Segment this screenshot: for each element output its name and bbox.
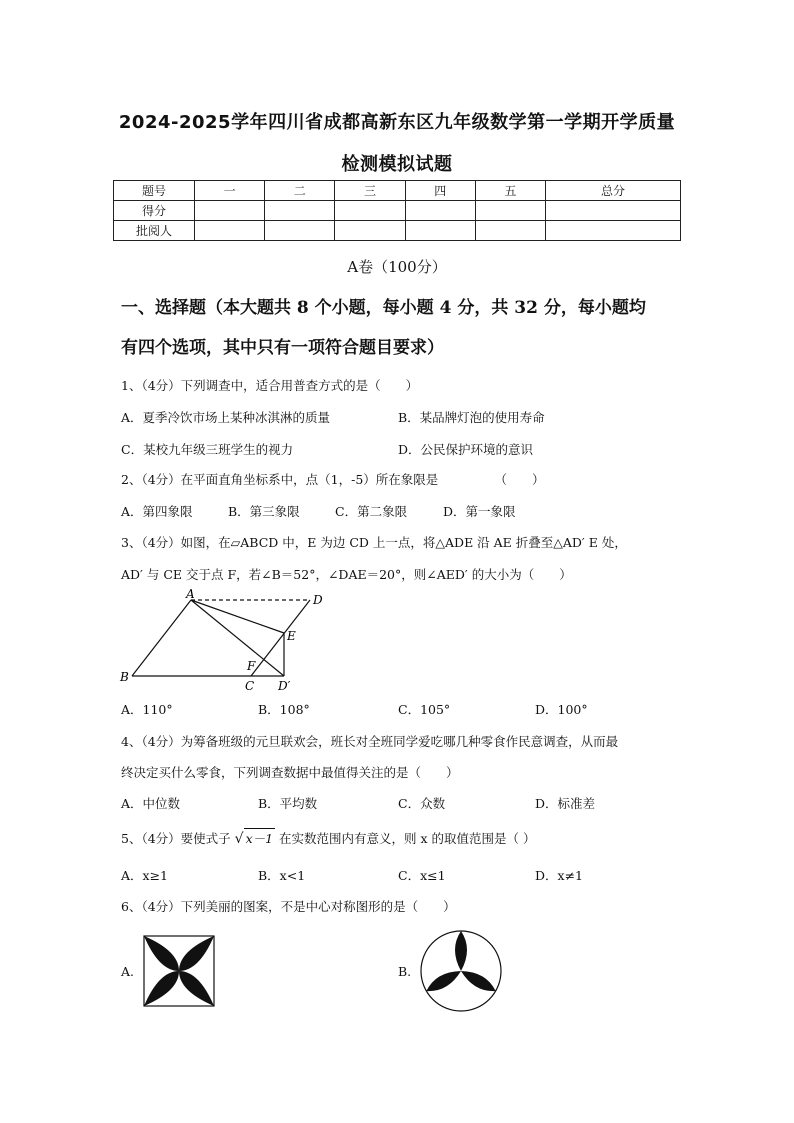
- score-cell[interactable]: [265, 201, 335, 221]
- document-title-line2: 检测模拟试题: [341, 154, 453, 175]
- question-5-stem-before: 5、（4分）要使式子: [121, 831, 235, 846]
- score-cell[interactable]: [335, 201, 405, 221]
- question-3-option-b[interactable]: B．108°: [258, 702, 310, 717]
- segment-cd: [251, 600, 310, 676]
- question-3-option-c[interactable]: C．105°: [398, 702, 451, 717]
- score-header-cell: 总分: [546, 181, 681, 201]
- question-1-option-b[interactable]: B．某品牌灯泡的使用寿命: [398, 410, 545, 425]
- score-cell[interactable]: [405, 221, 475, 241]
- score-table: [113, 180, 681, 241]
- question-3-figure: [115, 586, 335, 696]
- document-title-line1: 2024-2025学年四川省成都高新东区九年级数学第一学期开学质量: [118, 112, 676, 133]
- segment-ae: [191, 600, 284, 633]
- question-3-stem-line2: AD′ 与 CE 交于点 F，若∠B＝52°，∠DAE＝20°，则∠AED′ 的大小为（ ）: [121, 567, 572, 582]
- question-6-figure-a-four-petal-icon: [143, 935, 215, 1007]
- question-3-option-a[interactable]: A．110°: [121, 702, 173, 717]
- question-3-option-d[interactable]: D．100°: [535, 702, 588, 717]
- score-header-cell: 二: [265, 181, 335, 201]
- score-cell[interactable]: [546, 201, 681, 221]
- sqrt-sign: √: [234, 831, 244, 847]
- score-header-cell: 三: [335, 181, 405, 201]
- question-5-stem: [121, 828, 536, 847]
- segment-ab: [132, 600, 191, 676]
- question-4-option-a[interactable]: A．中位数: [121, 796, 181, 811]
- score-cell[interactable]: [265, 221, 335, 241]
- question-6-figure-b-three-petal-icon: [419, 929, 503, 1013]
- score-header-cell: 五: [475, 181, 545, 201]
- question-5-stem-after: 在实数范围内有意义，则 x 的取值范围是（ ）: [275, 831, 536, 846]
- label-e: E: [287, 629, 296, 643]
- section1-heading-line2: 有四个选项，其中只有一项符合题目要求）: [121, 338, 444, 358]
- score-header-cell: 四: [405, 181, 475, 201]
- score-cell[interactable]: [335, 221, 405, 241]
- question-2-option-b[interactable]: B．第三象限: [228, 504, 300, 519]
- question-6-option-b[interactable]: B.: [398, 964, 412, 979]
- question-2-option-a[interactable]: A．第四象限: [121, 504, 193, 519]
- score-cell[interactable]: [475, 201, 545, 221]
- question-5-option-b[interactable]: B．x<1: [258, 868, 306, 883]
- question-4-option-b[interactable]: B．平均数: [258, 796, 318, 811]
- label-d: D: [313, 593, 323, 607]
- label-a: A: [186, 587, 195, 601]
- score-table-row: [114, 201, 681, 221]
- question-6-option-a[interactable]: A.: [121, 964, 135, 979]
- question-5-option-d[interactable]: D．x≠1: [535, 868, 583, 883]
- question-5-radicand: x－1: [244, 828, 276, 847]
- question-4-stem-line2: 终决定买什么零食，下列调查数据中最值得关注的是（ ）: [121, 765, 459, 780]
- score-header-cell: 一: [195, 181, 265, 201]
- label-d-prime: D′: [278, 679, 291, 693]
- question-1-option-c[interactable]: C．某校九年级三班学生的视力: [121, 442, 294, 457]
- question-4-stem-line1: 4、（4分）为筹备班级的元旦联欢会，班长对全班同学爱吃哪几种零食作民意调查，从而最: [121, 734, 619, 749]
- score-header-cell: 题号: [114, 181, 195, 201]
- question-1-option-d[interactable]: D．公民保护环境的意识: [398, 442, 534, 457]
- score-row-label: 得分: [114, 201, 195, 221]
- score-cell[interactable]: [546, 221, 681, 241]
- question-2-option-d[interactable]: D．第一象限: [443, 504, 516, 519]
- question-4-option-d[interactable]: D．标准差: [535, 796, 596, 811]
- score-cell[interactable]: [405, 201, 475, 221]
- score-table-row: [114, 221, 681, 241]
- label-f: F: [247, 659, 256, 673]
- label-b: B: [120, 670, 129, 684]
- question-2-option-c[interactable]: C．第二象限: [335, 504, 408, 519]
- question-1-stem: 1、（4分）下列调查中，适合用普查方式的是（ ）: [121, 378, 419, 393]
- label-c: C: [245, 679, 255, 693]
- question-4-option-c[interactable]: C．众数: [398, 796, 446, 811]
- question-5-option-a[interactable]: A．x≥1: [121, 868, 169, 883]
- score-table-header-row: [114, 181, 681, 201]
- segment-ad-prime: [191, 600, 284, 676]
- score-cell[interactable]: [475, 221, 545, 241]
- question-1-option-a[interactable]: A．夏季冷饮市场上某种冰淇淋的质量: [121, 410, 331, 425]
- score-row-label: 批阅人: [114, 221, 195, 241]
- question-3-stem-line1: 3、（4分）如图，在▱ABCD 中，E 为边 CD 上一点，将△ADE 沿 AE 折叠至△AD′ E 处，: [121, 535, 627, 550]
- question-5-option-c[interactable]: C．x≤1: [398, 868, 446, 883]
- question-2-stem: 2、（4分）在平面直角坐标系中，点（1，-5）所在象限是 （ ）: [121, 472, 545, 487]
- score-cell[interactable]: [195, 201, 265, 221]
- section-a-heading: A卷（100分）: [347, 258, 447, 276]
- section1-heading-line1: 一、选择题（本大题共 8 个小题，每小题 4 分，共 32 分，每小题均: [121, 298, 646, 318]
- score-cell[interactable]: [195, 221, 265, 241]
- question-6-stem: 6、（4分）下列美丽的图案，不是中心对称图形的是（ ）: [121, 899, 456, 914]
